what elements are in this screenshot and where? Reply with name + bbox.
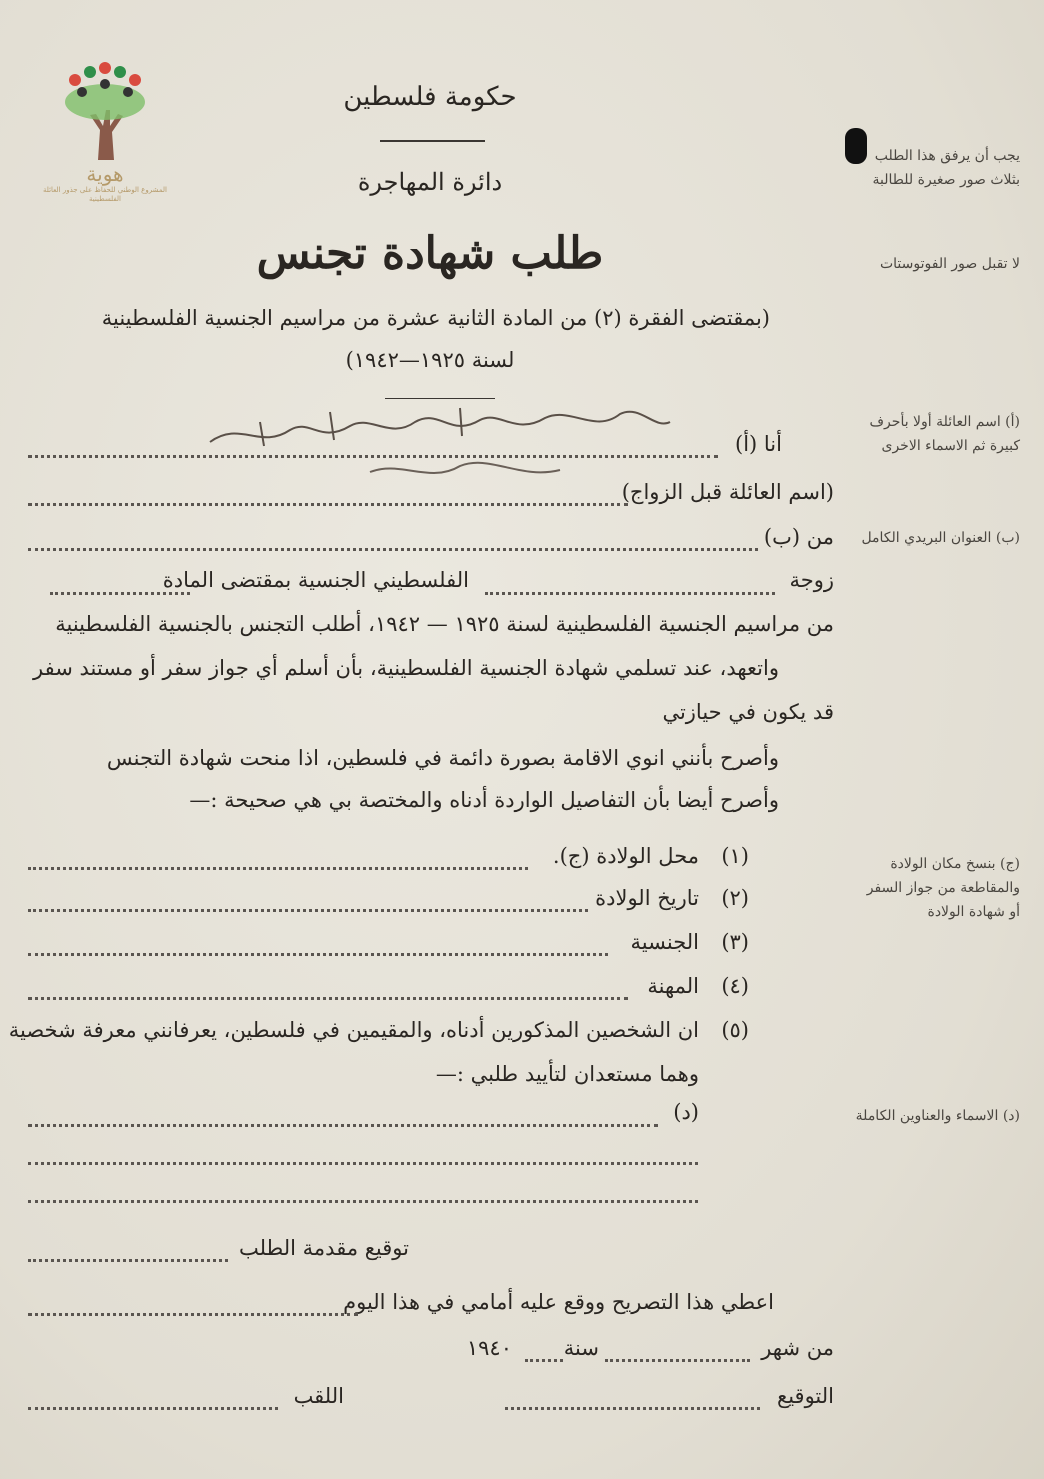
- item-3-label: الجنسية: [630, 930, 699, 954]
- side-note-no-photostat: لا تقبل صور الفوتوستات: [879, 256, 1020, 272]
- logo-tagline: المشروع الوطني للحفاظ على جذور العائلة الفلسطينية: [43, 186, 167, 203]
- item-2-label: تاريخ الولادة: [595, 886, 699, 910]
- declare-details: وأصرح أيضا بأن التفاصيل الواردة أدناه والمختصة بي هي صحيحة :—: [189, 788, 779, 812]
- item-1-label: محل الولادة (ج).: [552, 844, 699, 868]
- label-line-a: أنا (أ): [735, 432, 782, 456]
- para1-line2: واتعهد، عند تسلمي شهادة الجنسية الفلسطينية، بأن أسلم أي جواز سفر أو مستند سفر: [33, 656, 779, 680]
- item-2-number: (٢): [721, 886, 749, 910]
- fill-year[interactable]: [525, 1359, 563, 1362]
- form-subtitle: (بمقتضى الفقرة (٢) من المادة الثانية عشرة من مراسيم الجنسية الفلسطينية: [101, 306, 770, 330]
- item-4-number: (٤): [721, 974, 749, 998]
- fill-birthplace[interactable]: [28, 867, 528, 870]
- label-item-d: (د): [673, 1100, 699, 1124]
- label-month: من شهر: [761, 1336, 834, 1360]
- fill-referee-1[interactable]: [28, 1124, 658, 1127]
- item-4-label: المهنة: [647, 974, 699, 998]
- label-maiden-name: (اسم العائلة قبل الزواج): [621, 480, 834, 504]
- fill-month[interactable]: [605, 1359, 750, 1362]
- form-title: طلب شهادة تجنس: [256, 228, 604, 279]
- fill-birth-date[interactable]: [28, 909, 588, 912]
- label-wife-of: زوجة: [789, 568, 834, 592]
- logo-name: هوية: [86, 162, 124, 186]
- side-note-a: (أ) اسم العائلة أولا بأحرف كبيرة ثم الاسماء الاخرى: [869, 414, 1020, 454]
- side-note-d: (د) الاسماء والعناوين الكاملة: [855, 1108, 1020, 1124]
- para1-line1: من مراسيم الجنسية الفلسطينية لسنة ١٩٢٥ — ١٩٤٢، أطلب التجنس بالجنسية الفلسطينية: [55, 612, 834, 636]
- subtitle-rule: [385, 398, 495, 399]
- fill-referee-3[interactable]: [28, 1200, 698, 1203]
- fill-maiden-name[interactable]: [28, 503, 628, 506]
- label-title: اللقب: [293, 1384, 344, 1408]
- logo-caption: [40, 162, 170, 204]
- label-sworn: اعطي هذا التصريح ووقع عليه أمامي في هذا اليوم: [343, 1290, 774, 1314]
- government-name: حكومة فلسطين: [343, 82, 517, 112]
- label-palestinian-by: الفلسطيني الجنسية بمقتضى المادة: [162, 568, 469, 592]
- side-note-photos: يجب أن يرفق هذا الطلب بثلاث صور صغيرة للطالبة: [872, 148, 1020, 188]
- fill-line-a[interactable]: [28, 455, 718, 458]
- label-line-b: من (ب): [763, 525, 834, 549]
- declare-residence: وأصرح بأنني انوي الاقامة بصورة دائمة في فلسطين، اذا منحت شهادة التجنس: [106, 746, 779, 770]
- item-5-line1: ان الشخصين المذكورين أدناه، والمقيمين في فلسطين، يعرفانني معرفة شخصية: [8, 1018, 699, 1042]
- fill-line-b[interactable]: [28, 548, 758, 551]
- para1-line3: قد يكون في حيازتي: [662, 700, 834, 724]
- year-value: ١٩٤٠: [466, 1336, 512, 1360]
- item-3-number: (٣): [721, 930, 749, 954]
- item-5-number: (٥): [721, 1018, 749, 1042]
- side-note-b: (ب) العنوان البريدي الكامل: [861, 530, 1020, 546]
- fill-husband-name[interactable]: [485, 592, 775, 595]
- label-signature: التوقيع: [777, 1384, 834, 1408]
- form-subtitle-years: لسنة ١٩٢٥—١٩٤٢): [345, 348, 515, 372]
- fill-article[interactable]: [50, 592, 190, 595]
- fill-applicant-signature[interactable]: [28, 1259, 228, 1262]
- fill-nationality[interactable]: [28, 953, 608, 956]
- label-applicant-signature: توقيع مقدمة الطلب: [238, 1236, 409, 1260]
- fill-referee-2[interactable]: [28, 1162, 698, 1165]
- header-rule: [380, 140, 485, 142]
- fill-occupation[interactable]: [28, 997, 628, 1000]
- fill-sworn-day[interactable]: [28, 1313, 358, 1316]
- label-year: سنة: [563, 1336, 599, 1360]
- fill-signature[interactable]: [505, 1407, 760, 1410]
- item-5-line2: وهما مستعدان لتأييد طلبي :—: [435, 1062, 699, 1086]
- item-1-number: (١): [721, 844, 749, 868]
- side-note-c: (ج) بنسخ مكان الولادة والمقاطعة من جواز السفر أو شهادة الولادة: [866, 856, 1020, 920]
- fill-title[interactable]: [28, 1407, 278, 1410]
- department-name: دائرة المهاجرة: [357, 168, 503, 196]
